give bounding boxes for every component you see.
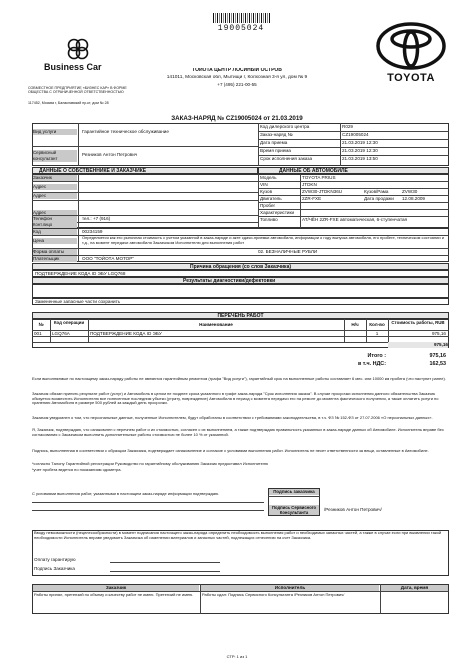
works-col-code: Код операции — [53, 320, 85, 325]
works-col-qty: Кол-во — [369, 322, 385, 327]
table-row-cost: 975,16 — [431, 331, 446, 336]
grand-total-label: Итого : — [367, 353, 386, 359]
phone-label: Телефон — [33, 216, 77, 222]
owner-section-title: ДАННЫЕ О СОБСТВЕННИКЕ И ЗАКАЗЧИКЕ — [39, 168, 147, 174]
consultant-label: Сервисный консультант — [33, 150, 77, 162]
code-value: 00234159 — [82, 229, 103, 234]
address-label: Адрес — [33, 210, 77, 216]
handover-executor-text: Работы сдал: Подпись Сервисного Консультанта /Резников Антон Петрович/ — [202, 593, 345, 597]
acceptance-terms: Заказчик обязан принять результат работ (услуг) и Автомобиль в целом не позднее срока указанного в графе заказ-наряда "Срок исполнения заказа". В случае просрочки исполнения данного обязательства Заказчик обязуется возместить Исполнителю все понесенные последним убытки (утрату, повреждение) Автомобиля в период с момента передачи его на ремонт до момента фактического получения, а также оплатить услуги по хранению Автомобиля в размере 500 рублей за каждый день просрочки. — [32, 392, 439, 406]
signature-terms: Подпись, выполненная в соответствии с образцом Заказчика, подтверждает ознакомление и согласие с условиями выполнения работ. Исполнитель не несет ответственности за вещи, оставленные в Автомобиле. — [32, 449, 429, 453]
info-row-label: Время приема — [260, 148, 291, 153]
reason-text: ПОДТВЕРЖДЕНИЕ КОДА ID ЭБУ LGQ768 — [35, 271, 126, 276]
info-row-label: Срок исполнения заказа — [260, 156, 313, 161]
handover-customer-text: Работы принял, претензий по объему и качеству работ не имею. Претензий не имею. — [34, 593, 194, 597]
table-row-code: LGQ76A — [52, 331, 70, 336]
company-name: Business Car — [44, 62, 102, 72]
info-row-label: Код дилерского центра — [260, 124, 310, 129]
phone-value: тел.: +7 (916) — [82, 216, 111, 221]
address-label: Адрес — [33, 184, 77, 190]
info-row-value: R029 — [342, 124, 353, 129]
diagnostics-title: Результаты диагностики/дефектовки — [183, 278, 276, 284]
info-row-value: 21.03.2019 12:30 — [342, 140, 378, 145]
model-label: Модель — [260, 175, 277, 180]
consent-terms: Я, Заказчик, подтверждаю, что ознакомлен с перечнем работ и их стоимостью, согласен с их выполнением, а также подтверждаю правильность указанных в заказ-наряде данных об Автомобиле. Исполнитель вправе без согласования с Заказчиком выполнить дополнительные работы стоимостью не более 10 % от указанной. — [32, 428, 444, 437]
barcode — [213, 13, 271, 23]
diagnostics-header — [32, 277, 449, 284]
footnote-warranty: *согласно Талону Гарантийной регистрации Руководство по гарантийному обслуживанию Заказчик предоставил Исполнителю — [32, 461, 269, 466]
mileage-label: Пробег — [260, 203, 276, 208]
vin-label: VIN — [260, 182, 268, 187]
handover-col-datetime: Дата, время — [381, 585, 448, 591]
info-row-value: 21.03.2019 12:30 — [342, 148, 378, 153]
price-note: Определяется как его рыночная стоимость с учетом указанной в заказ-наряде и акте сдачи-приемки автомобиля, информации о году выпуска автомобиля, его пробеге, техническом состоянии и т.д., на момент передачи автомобиля Заказчиком Исполнителю для выполнения работ — [82, 236, 444, 245]
dealer-center-phone: +7 (495) 221-00-55 — [217, 82, 257, 87]
footnote-mileage: *учет пробега ведется по показаниям одометра. — [32, 467, 122, 472]
repair-type-label: Вид услуги — [33, 129, 77, 135]
address-label: Адрес — [33, 193, 77, 199]
vat-label: в т.ч. НДС: — [357, 361, 386, 367]
fuel-label: Топливо — [260, 217, 278, 222]
reason-section-title: Причина обращения (со слов Заказчика) — [189, 264, 292, 270]
code-label: Код — [33, 229, 77, 235]
works-section-title: ПЕРЕЧЕНЬ РАБОТ — [217, 313, 264, 319]
table-row-num: 001 — [34, 331, 42, 336]
company-legal-name: СОВМЕСТНОЕ ПРЕДПРИЯТИЕ «БИЗНЕС КАР» В ФОРМЕ ОБЩЕСТВА С ОГРАНИЧЕННОЙ ОТВЕТСТВЕННОСТЬЮ — [28, 86, 127, 95]
customer-signature-label: Подпись заказчика — [269, 489, 319, 495]
handover-col-customer: Заказчик — [33, 585, 199, 591]
repair-type-value: Гарантийное техническое обслуживание — [82, 129, 169, 134]
payment-guarantee-text: Оплату гарантирую — [34, 557, 76, 562]
engine-value: 2ZR-FXE — [302, 196, 322, 201]
works-total-value: 975,16 — [388, 342, 448, 348]
dealer-center-address: 141011, Московская обл, Мытищи г, Колхозная 3-я ул, дом № 9 — [166, 75, 308, 80]
payer-value: ООО "ТОЙОТА МОТОР" — [82, 256, 134, 261]
company-address: 117452, Москва г, Балаклавский пр-кт, дом № 28 — [28, 101, 109, 105]
body-date-value: ZVW30 — [402, 189, 418, 194]
model-value: TOYOTA PRIUS — [302, 175, 336, 180]
business-car-logo-icon — [66, 37, 90, 61]
additional-works-text: Вводу невозможности (нецелесообразности) в момент подписания настоящего заказ-наряда определить необходимость выполнения работ и необходимых запасных частей, а также в случае если при выявлении такой необходимости Исполнитель вправе уведомить Заказчика об изменении материалов и запасных частей, подлежащих отнесению на счет Заказчика. — [34, 531, 442, 540]
body-value: ZVW30-JTDKN36U — [302, 189, 343, 194]
toyota-brand: TOYOTA — [387, 72, 435, 84]
works-col-hours: Н/ч — [351, 322, 359, 327]
handover-col-executor: Исполнитель — [201, 585, 379, 591]
reason-section-header — [32, 263, 449, 270]
info-row-label: Заказ-наряд № — [260, 132, 293, 137]
body-label: Кузов — [260, 189, 273, 194]
vehicle-section-title: ДАННЫЕ ОБ АВТОМОБИЛЕ — [279, 168, 348, 174]
vat-value: 162,53 — [429, 361, 446, 367]
works-col-num: № — [38, 322, 44, 327]
agree-text: С условиями выполнения работ, указанными в настоящем заказ-наряде информации подтверждаю. — [32, 491, 220, 496]
table-row-name: ПОДТВЕРЖДЕНИЕ КОДА ID ЭБУ — [90, 331, 162, 336]
info-row-value: CZ19005024 — [342, 132, 369, 137]
payment-value: 02. БЕЗНАЛИЧНЫЕ РУБЛИ — [258, 249, 318, 254]
payer-label: Плательщик — [33, 256, 77, 262]
consultant-signature-label: Подпись Сервисного Консультанта — [269, 505, 319, 515]
works-section-header — [32, 312, 449, 319]
page-number: СТР: 1 из 1 — [226, 654, 248, 659]
contact-label: Конт.лицо — [33, 222, 77, 228]
diagnostics-body — [32, 284, 449, 298]
customer-label: Заказчик — [33, 175, 77, 181]
reason-row — [32, 270, 449, 277]
sale-date-label: Дата продажи — [364, 196, 394, 201]
barcode-number: 19005024 — [217, 24, 265, 33]
table-row-qty: 1 — [375, 331, 379, 336]
replaced-parts-text: Замененные запасные части сохранить — [35, 299, 121, 304]
works-col-cost: Стоимость работы, RUB — [391, 320, 445, 325]
specs-value: AT/ЧЁН 2ZR-FXE автоматическая, 6-ступенчатая — [302, 217, 408, 222]
toyota-logo-icon — [376, 22, 446, 70]
dealer-center-name: ТОЙОТА ЦЕНТР ЛОСИНЫЙ ОСТРОВ — [192, 68, 282, 73]
specs-label: Характеристики — [260, 210, 295, 215]
sale-date-value: 12.08.2009 — [402, 196, 425, 201]
engine-label: Двигатель — [260, 196, 282, 201]
order-title: ЗАКАЗ-НАРЯД № CZ19005024 от 21.03.2019 — [171, 115, 303, 122]
personal-data-terms: Заказчик уведомлен о том, что персональные данные, полученные Исполнителем, будут обработаны в соответствии с требованиями законодательства, в т.ч. ФЗ № 152-ФЗ от 27.07.2006 «О персональных данных». — [32, 416, 433, 420]
info-row-label: Дата приема — [260, 140, 288, 145]
grand-total-value: 975,16 — [429, 353, 446, 359]
works-col-name: Наименование — [199, 322, 233, 327]
price-label: Цена — [33, 238, 77, 244]
owner-section-header — [32, 167, 258, 174]
payment-label: Форма оплаты — [33, 249, 77, 255]
replaced-parts-row — [32, 298, 449, 305]
consultant-value: Резников Антон Петрович — [82, 152, 138, 157]
vin-value: JTDKN — [302, 182, 317, 187]
customer-signature-text: Подпись Заказчика — [34, 566, 75, 571]
info-row-value: 21.03.2019 13:50 — [342, 156, 378, 161]
consultant-signature-name: /Резников Антон Петрович/ — [324, 507, 382, 512]
vehicle-section-header — [258, 167, 449, 174]
body-date-label: Кузов/Рама — [364, 189, 389, 194]
warranty-text: Если выполняемые по настоящему заказ-наряду работы не являются гарантийным ремонтом (графа "Вид услуги"), гарантийный срок на выполненные работы составляет 6 мес. или 10000 км пробега (что наступит ранее). — [32, 377, 446, 381]
